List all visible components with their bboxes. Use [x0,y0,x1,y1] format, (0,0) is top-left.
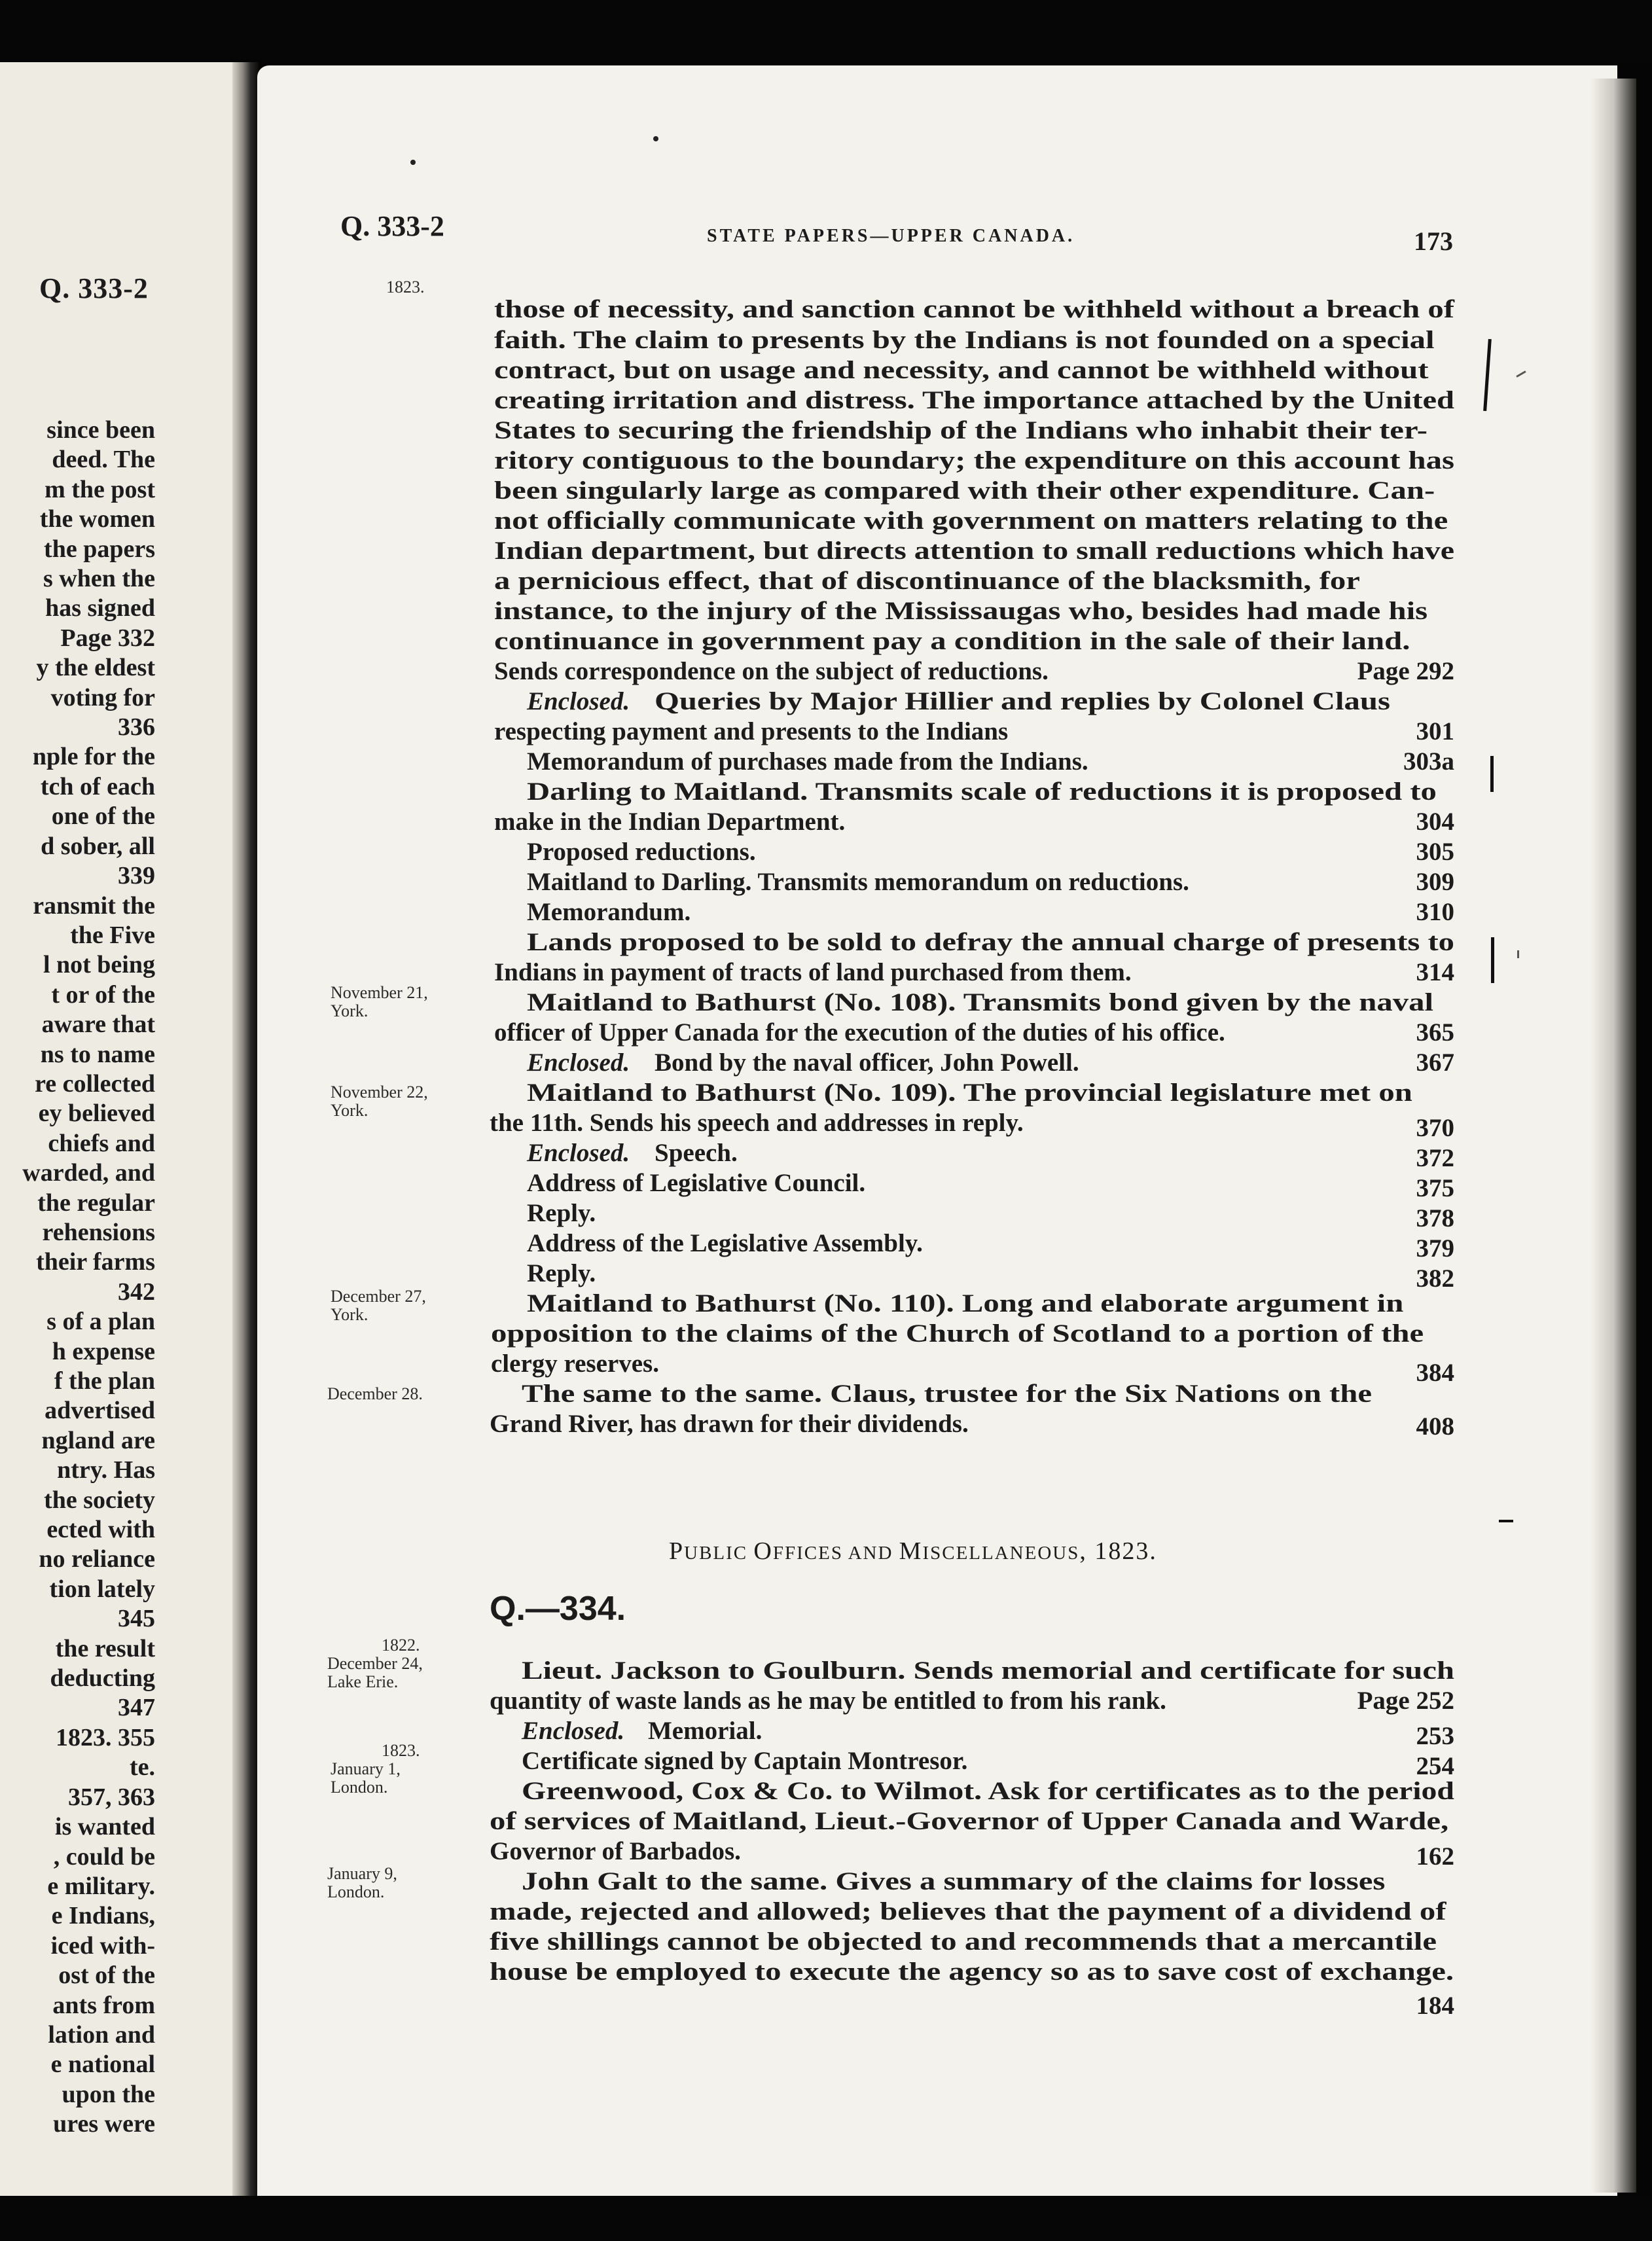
page-ref: 304 [1416,808,1454,836]
left-page-line: lation and [48,2020,155,2049]
text-line: Speech. [655,1139,738,1167]
margin-date: York. [331,1305,368,1324]
page-ref: 184 [1416,1992,1454,2020]
page-ref: 372 [1416,1144,1454,1172]
left-page-line: e military. [47,1872,155,1900]
text-line: make in the Indian Department. [494,808,846,836]
left-page-line: tion lately [49,1575,155,1603]
text-line: The same to the same. Claus, trustee for the Six Nations on the [522,1380,1373,1408]
text-line: Address of the Legislative Assembly. [527,1229,923,1257]
heading-part: FFICES AND [772,1543,899,1564]
left-page-header: Q. 333-2 [39,272,149,304]
page-ref: 370 [1416,1114,1454,1142]
margin-date: Lake Erie. [327,1672,399,1691]
text-line: continuance in government pay a condition in the sale of their land. [494,627,1410,655]
text-line: Governor of Barbados. [490,1837,741,1865]
left-page-line: has signed [45,594,155,622]
text-line: Reply. [527,1199,596,1227]
margin-date: York. [331,1001,368,1020]
margin-pencil-mark [1490,756,1494,792]
section-heading [669,1537,1157,1566]
left-page-line: the papers [44,535,155,563]
left-page-line: Page 332 [60,624,155,652]
left-page-line: re collected [35,1069,155,1098]
margin-pencil-mark [1491,937,1494,983]
enclosed-label: Enclosed. [522,1717,625,1745]
text-line: Address of Legislative Council. [527,1169,866,1197]
enclosed-label: Enclosed. [527,1049,630,1077]
left-page-line: ns to name [40,1040,155,1068]
text-line: Certificate signed by Captain Montresor. [522,1747,968,1775]
heading-part: P [669,1537,685,1565]
text-line: Lieut. Jackson to Goulburn. Sends memorial and certificate for such [522,1657,1455,1685]
left-page-line: f the plan [54,1367,155,1395]
left-page-line: h expense [52,1337,155,1365]
left-page-line: the society [44,1486,155,1514]
left-page-line: ngland are [41,1426,155,1454]
text-line: Sends correspondence on the subject of reductions. [494,657,1049,685]
page-ref: 408 [1416,1412,1454,1441]
page-ref: 254 [1416,1752,1454,1780]
text-line: made, rejected and allowed; believes that the payment of a dividend of [490,1897,1446,1926]
text-line: clergy reserves. [491,1350,659,1378]
margin-date: December 24, [327,1654,423,1673]
left-page-line: y the eldest [36,654,155,682]
text-line: John Galt to the same. Gives a summary of the claims for losses [522,1867,1386,1895]
left-page-line: voting for [50,683,155,711]
heading-part: ISCELLANEOUS [922,1543,1080,1564]
left-page-line: m the post [45,475,155,503]
volume-reference: Q. 333-2 [340,210,444,242]
text-line: Reply. [527,1259,596,1287]
margin-date: November 21, [331,983,428,1002]
page-ref: 310 [1416,898,1454,926]
margin-date: 1823. [382,1741,420,1760]
page-ref: 382 [1416,1264,1454,1293]
text-line: the 11th. Sends his speech and addresses in reply. [490,1109,1024,1137]
text-line: five shillings cannot be objected to and recommends that a mercantile [490,1927,1437,1956]
left-page-line: 342 [118,1278,155,1306]
text-line: been singularly large as compared with their other expenditure. Can- [494,476,1435,505]
left-page-line: advertised [45,1397,155,1425]
text-line: Darling to Maitland. Transmits scale of reductions it is proposed to [527,778,1437,806]
text-line: contract, but on usage and necessity, and cannot be withheld without [494,356,1429,384]
page-ref: Page 292 [1357,657,1454,685]
left-page-line: the regular [37,1189,155,1217]
left-page-line: is wanted [54,1813,155,1841]
margin-date: December 27, [331,1287,426,1306]
text-line: Maitland to Bathurst (No. 109). The provincial legislature met on [527,1079,1412,1107]
left-page-line: one of the [51,802,155,831]
margin-pencil-mark [1499,1520,1513,1522]
text-line: Maitland to Darling. Transmits memorandum on reductions. [527,868,1189,896]
page-ref: 314 [1416,958,1454,986]
left-page-line: s of a plan [46,1308,155,1336]
text-line: Queries by Major Hillier and replies by Colonel Claus [655,687,1391,715]
margin-date: London. [331,1778,388,1797]
left-page-line: the women [39,505,155,533]
left-page-line: ost of the [58,1962,155,1990]
left-page-fragment [0,62,239,2196]
left-page-line: 347 [118,1694,155,1722]
left-page-line: tch of each [40,772,155,800]
page-ref: 253 [1416,1722,1454,1750]
text-line: creating irritation and distress. The importance attached by the United [494,386,1455,414]
text-line: opposition to the claims of the Church of Scotland to a portion of the [491,1319,1424,1348]
left-page-line: e Indians, [51,1902,155,1930]
text-line: Proposed reductions. [527,838,756,866]
book-gutter [232,62,259,2196]
text-line: Memorial. [648,1717,763,1745]
text-line: Maitland to Bathurst (No. 110). Long and elaborate argument in [527,1289,1404,1318]
page-ref: 365 [1416,1018,1454,1047]
page-ref: 378 [1416,1204,1454,1232]
text-line: States to securing the friendship of the Indians who inhabit their ter- [494,416,1428,444]
margin-date: January 1, [331,1759,401,1778]
left-page-line: chiefs and [48,1129,155,1157]
left-page-line: ntry. Has [57,1456,155,1484]
left-page-line: ants from [52,1991,155,2019]
left-page-line: 1823. 355 [56,1723,155,1751]
left-page-line: iced with- [50,1931,155,1960]
margin-date: November 22, [331,1083,428,1102]
text-line: those of necessity, and sanction cannot be withheld without a breach of [494,295,1455,323]
left-page-line: d sober, all [41,832,155,860]
text-line: not officially communicate with government on matters relating to the [494,507,1448,535]
scan-speck [410,160,416,165]
page-ref: 384 [1416,1359,1454,1387]
heading-part: O [753,1537,773,1565]
left-page-line: nple for the [32,743,155,771]
scan-border-bottom [0,2196,1652,2241]
section-number: Q.—334. [490,1590,626,1628]
margin-date: 1822. [382,1636,420,1655]
left-page-line: the Five [70,921,155,949]
page-ref: 301 [1416,717,1454,745]
text-line: instance, to the injury of the Mississaugas who, besides had made his [494,597,1428,625]
left-page-line: the result [55,1634,155,1662]
left-page-line: ures were [53,2110,155,2138]
heading-part: , 1823. [1079,1537,1157,1565]
scan-speck [653,136,658,141]
running-title: STATE PAPERS—UPPER CANADA. [707,226,1075,246]
left-page-line: 336 [118,713,155,742]
page-edge-shadow [1590,79,1636,2193]
text-line: house be employed to execute the agency so as to save cost of exchange. [490,1958,1454,1986]
left-page-line: ransmit the [33,891,155,920]
left-page-line: upon the [62,2080,155,2108]
left-page-line: aware that [41,1011,155,1039]
left-page-line: deducting [50,1664,155,1693]
text-line: Memorandum. [527,898,691,926]
left-page-line: ected with [46,1516,155,1544]
page-ref: 305 [1416,838,1454,866]
left-page-line: t or of the [51,980,155,1009]
left-page-line: e national [50,2051,155,2079]
scan-border-top [0,0,1652,59]
page-ref: 303a [1403,747,1454,776]
text-line: Indians in payment of tracts of land purchased from them. [494,958,1132,986]
left-page-line: rehensions [42,1218,155,1246]
text-line: Maitland to Bathurst (No. 108). Transmits bond given by the naval [527,988,1434,1016]
left-page-line: te. [129,1753,155,1782]
text-line: Indian department, but directs attention to small reductions which have [494,537,1454,565]
left-page-line: 339 [118,862,155,890]
enclosed-label: Enclosed. [527,687,630,715]
page-ref: 375 [1416,1174,1454,1202]
text-line: Grand River, has drawn for their dividends. [490,1410,969,1438]
heading-part: UBLIC [684,1543,754,1564]
left-page-line: their farms [36,1248,155,1276]
text-line: of services of Maitland, Lieut.-Governor of Upper Canada and Warde, [490,1807,1449,1835]
left-page-line: deed. The [52,446,155,474]
heading-part: M [899,1537,923,1565]
enclosed-label: Enclosed. [527,1139,630,1167]
margin-date: London. [327,1882,385,1901]
text-line: respecting payment and presents to the Indians [494,717,1009,745]
left-page-line: warded, and [22,1159,155,1187]
left-page-line: since been [46,416,155,444]
margin-date: York. [331,1101,368,1120]
left-page-line: 357, 363 [68,1783,155,1811]
left-page-line: no reliance [39,1545,155,1573]
text-line: faith. The claim to presents by the Indians is not founded on a special [494,326,1435,354]
page-ref: 162 [1416,1842,1454,1871]
page-ref: 367 [1416,1049,1454,1077]
text-line: quantity of waste lands as he may be entitled to from his rank. [490,1687,1166,1715]
margin-date: January 9, [327,1864,397,1883]
text-line: Memorandum of purchases made from the Indians. [527,747,1088,776]
text-line: Greenwood, Cox & Co. to Wilmot. Ask for certificates as to the period [522,1777,1454,1805]
left-page-line: ey believed [38,1100,155,1128]
margin-pencil-mark [1517,950,1519,958]
text-line: ritory contiguous to the boundary; the expenditure on this account has [494,446,1455,475]
text-line: a pernicious effect, that of discontinuance of the blacksmith, for [494,567,1360,595]
left-page-text [22,416,155,2140]
page-ref: Page 252 [1357,1687,1454,1715]
left-page-line: l not being [43,951,155,979]
page-ref: 379 [1416,1234,1454,1263]
margin-date: December 28. [327,1384,423,1403]
page-ref: 309 [1416,868,1454,896]
margin-date: 1823. [386,278,425,296]
text-line: officer of Upper Canada for the execution of the duties of his office. [494,1018,1225,1047]
left-page-line: , could be [53,1842,155,1871]
text-line: Lands proposed to be sold to defray the annual charge of presents to [527,928,1455,956]
left-page-line: 345 [118,1605,155,1633]
page-number: 173 [1414,226,1453,256]
text-line: Bond by the naval officer, John Powell. [655,1049,1079,1077]
left-page-line: s when the [43,565,155,593]
